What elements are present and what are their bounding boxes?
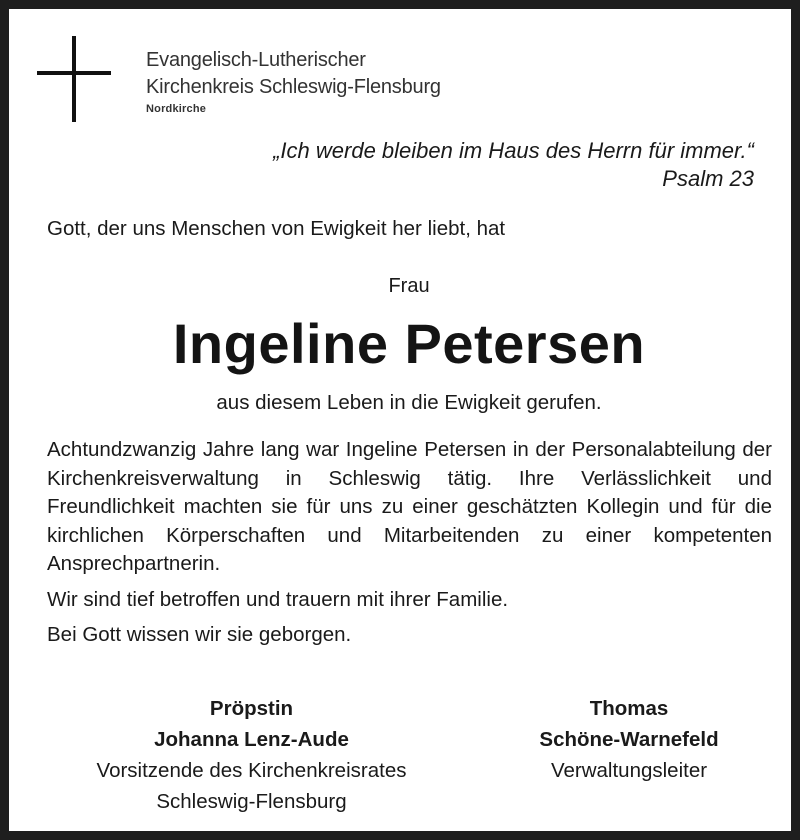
intro-text: Gott, der uns Menschen von Ewigkeit her liebt, hat	[47, 217, 506, 240]
church-district-name	[146, 47, 441, 115]
called-text: aus diesem Leben in die Ewigkeit gerufen.	[216, 391, 602, 414]
signer-role: Vorsitzende des Kirchenkreisrates	[96, 759, 407, 782]
signer-role: Verwaltungsleiter	[550, 759, 708, 782]
cross-icon	[37, 36, 111, 122]
org-line-3: Nordkirche	[146, 103, 207, 115]
signature-right	[489, 693, 769, 786]
body-paragraph-2: Wir sind tief betroffen und trauern mit ihrer Familie.	[47, 587, 509, 611]
bible-quote	[273, 137, 754, 193]
quote-text: „Ich werde bleiben im Haus des Herrn für immer.“	[273, 138, 754, 163]
quote-source: Psalm 23	[662, 166, 754, 191]
signature-left	[54, 693, 449, 817]
signer-name: Johanna Lenz-Aude	[154, 728, 349, 751]
org-line-1: Evangelisch-Lutherischer	[146, 49, 366, 71]
signer-title: Pröpstin	[209, 697, 294, 720]
body-paragraph-1: Achtundzwanzig Jahre lang war Ingeline Petersen in der Personalabteilung der Kirchenkreisverwaltung in Schleswig tätig. Ihre Verlässlichkeit und Freundlichkeit machten sie für uns zu einer geschätzten Kollegin und für die kirchlichen Körperschaften und Mitarbeitenden zu einer kompetenten Ansprechpartnerin.	[47, 438, 772, 575]
salutation: Frau	[388, 275, 430, 297]
body-paragraph-3: Bei Gott wissen wir sie geborgen.	[47, 623, 352, 646]
signer-first-name: Thomas	[589, 697, 669, 720]
obituary-body	[47, 436, 772, 650]
deceased-name: Ingeline Petersen	[172, 312, 646, 375]
org-line-2: Kirchenkreis Schleswig-Flensburg	[146, 76, 441, 98]
signer-last-name: Schöne-Warnefeld	[539, 728, 719, 751]
signer-place: Schleswig-Flensburg	[156, 790, 347, 813]
